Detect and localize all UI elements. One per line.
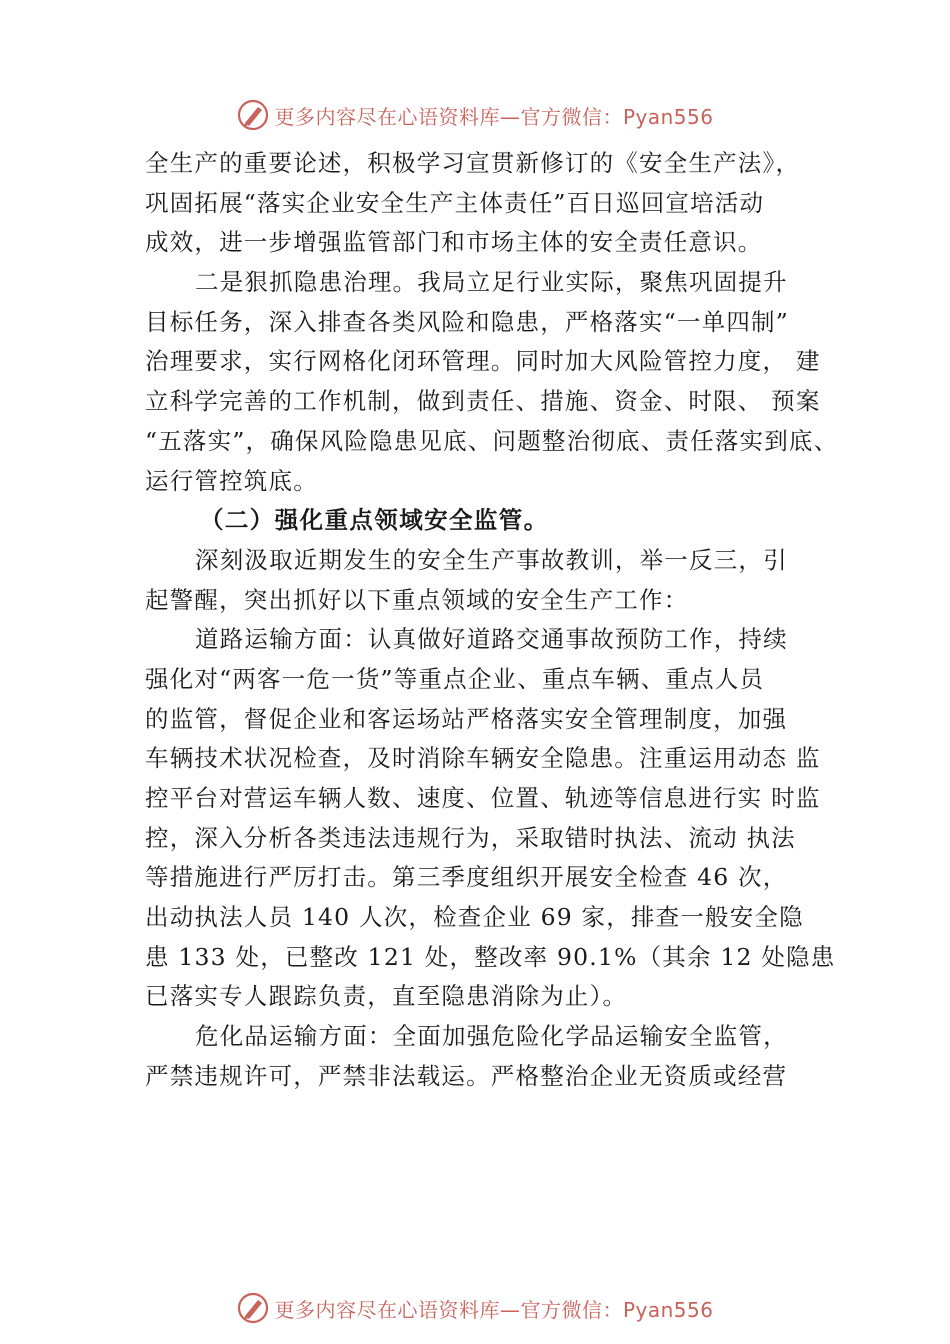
text-line: 治理要求，实行网格化闭环管理。同时加大风险管控力度， 建	[145, 347, 821, 376]
text-line: 强化对“两客一危一货”等重点企业、重点车辆、重点人员	[145, 664, 765, 693]
paragraph-start-line: 危化品运输方面：全面加强危险化学品运输安全监管，	[195, 1022, 788, 1051]
text-line: 全生产的重要论述，积极学习宣贯新修订的《安全生产法》，	[145, 149, 801, 177]
pen-logo-icon	[236, 98, 270, 132]
text-line: 患 133 处，已整改 121 处，整改率 90.1%（其余 12 处隐患	[145, 942, 836, 971]
text-line: 目标任务，深入排查各类风险和隐患，严格落实“一单四制”	[145, 307, 789, 336]
footer-banner-text: 更多内容尽在心语资料库—官方微信：Pyan556	[274, 1297, 714, 1322]
paragraph-start-line: 深刻汲取近期发生的安全生产事故教训，举一反三，引	[195, 545, 788, 574]
pen-logo-icon	[236, 1291, 270, 1325]
text-line: 控平台对营运车辆人数、速度、位置、轨迹等信息进行实 时监	[145, 784, 821, 812]
text-line: 的监管，督促企业和客运场站严格落实安全管理制度，加强	[145, 704, 788, 733]
text-line: 成效，进一步增强监管部门和市场主体的安全责任意识。	[145, 228, 763, 257]
text-line: 巩固拓展“落实企业安全生产主体责任”百日巡回宣培活动	[145, 188, 765, 217]
text-line: 起警醒，突出抓好以下重点领域的安全生产工作：	[145, 585, 689, 614]
text-line: 立科学完善的工作机制，做到责任、措施、资金、时限、 预案	[145, 387, 821, 416]
section-heading: （二）强化重点领域安全监管。	[200, 506, 549, 535]
text-line: 出动执法人员 140 人次，检查企业 69 家，排查一般安全隐	[145, 903, 804, 932]
paragraph-start-line: 道路运输方面：认真做好道路交通事故预防工作，持续	[195, 625, 788, 654]
text-line: 控，深入分析各类违法违规行为，采取错时执法、流动 执法	[145, 823, 796, 852]
footer-banner	[0, 1288, 950, 1328]
text-line: “五落实”，确保风险隐患见底、问题整治彻底、责任落实到底、	[145, 426, 839, 455]
document-body	[145, 144, 845, 1097]
text-line: 车辆技术状况检查，及时消除车辆安全隐患。注重运用动态 监	[145, 744, 821, 773]
paragraph-start-line: 二是狠抓隐患治理。我局立足行业实际，聚焦巩固提升	[195, 268, 788, 297]
text-line: 已落实专人跟踪负责，直至隐患消除为止）。	[145, 982, 628, 1011]
text-line: 等措施进行严厉打击。第三季度组织开展安全检查 46 次，	[145, 863, 788, 892]
header-banner-text: 更多内容尽在心语资料库—官方微信：Pyan556	[274, 104, 714, 129]
text-line: 运行管控筑底。	[145, 466, 318, 495]
text-line: 严禁违规许可，严禁非法载运。严格整治企业无资质或经营	[145, 1061, 788, 1090]
header-banner	[0, 95, 950, 135]
